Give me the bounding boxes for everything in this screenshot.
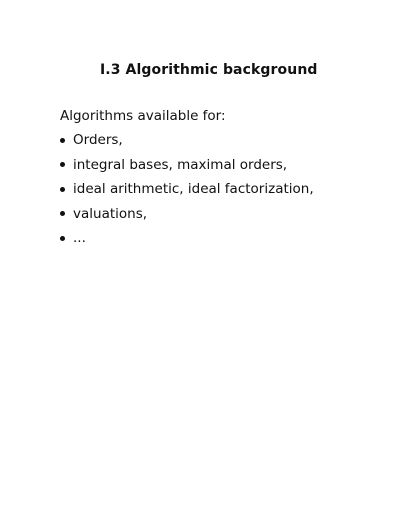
bullet-icon <box>60 211 65 216</box>
list-item <box>60 177 314 202</box>
bullet-icon <box>60 138 65 143</box>
bullet-icon <box>60 236 65 241</box>
list-item <box>60 128 314 153</box>
intro-text: Algorithms available for: <box>60 108 226 124</box>
list-item-text: ... <box>73 230 86 247</box>
bullet-list <box>60 128 314 251</box>
bullet-icon <box>60 162 65 167</box>
list-item-text: ideal arithmetic, ideal factorization, <box>73 181 314 198</box>
list-item <box>60 153 314 178</box>
bullet-icon <box>60 187 65 192</box>
list-item-text: Orders, <box>73 132 123 149</box>
slide-title: I.3 Algorithmic background <box>100 62 318 78</box>
list-item-text: integral bases, maximal orders, <box>73 156 288 173</box>
list-item <box>60 202 314 227</box>
list-item <box>60 226 314 251</box>
list-item-text: valuations, <box>73 205 148 222</box>
